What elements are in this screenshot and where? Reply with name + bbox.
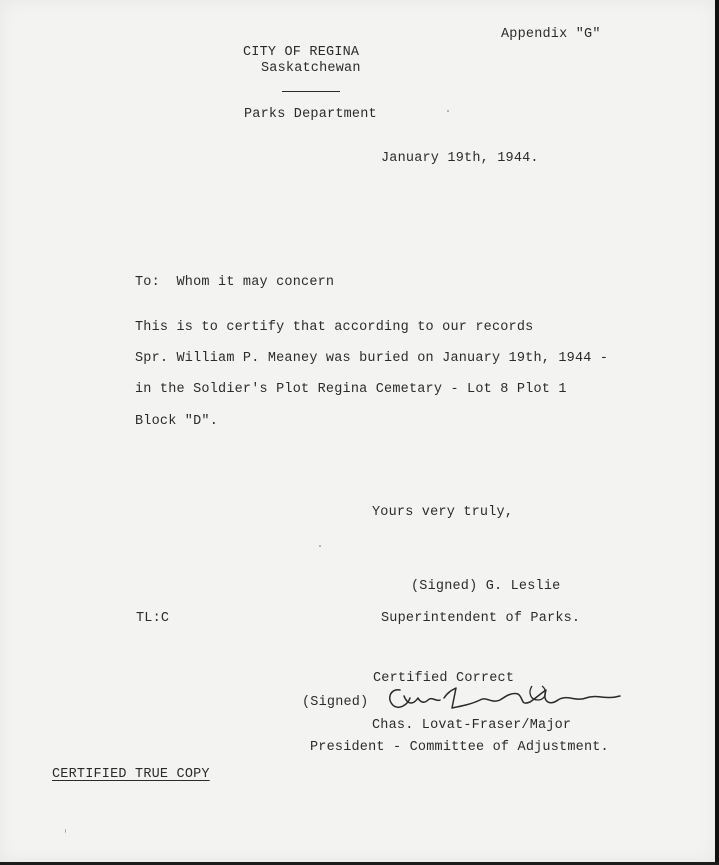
letter-date: January 19th, 1944. xyxy=(381,151,539,166)
body-line-2: Spr. William P. Meaney was buried on January 19th, 1944 - xyxy=(135,351,609,366)
paper-speck xyxy=(447,110,449,112)
letterhead-divider xyxy=(282,91,340,92)
body-line-1: This is to certify that according to our records xyxy=(135,320,534,335)
certification-name: Chas. Lovat-Fraser/Major xyxy=(372,718,572,733)
certified-true-copy-stamp: CERTIFIED TRUE COPY xyxy=(52,767,210,782)
letterhead-city: CITY OF REGINA xyxy=(243,45,360,60)
paper-speck xyxy=(319,545,321,547)
appendix-label: Appendix "G" xyxy=(501,27,601,42)
certification-heading: Certified Correct xyxy=(373,671,515,686)
paper-speck xyxy=(65,829,66,833)
handwritten-signature xyxy=(382,678,627,718)
salutation: To: Whom it may concern xyxy=(135,275,335,290)
certification-title: President - Committee of Adjustment. xyxy=(310,740,609,755)
letterhead-province: Saskatchewan xyxy=(261,61,361,76)
typist-initials: TL:C xyxy=(136,611,170,626)
letterhead-department: Parks Department xyxy=(244,107,377,122)
closing: Yours very truly, xyxy=(372,505,514,520)
body-line-3: in the Soldier's Plot Regina Cemetary - Lot 8 Plot 1 xyxy=(135,382,567,397)
body-line-4: Block "D". xyxy=(135,414,219,429)
scan-edge-right xyxy=(715,0,719,865)
signature-1-title: Superintendent of Parks. xyxy=(381,611,581,626)
signature-1-signed: (Signed) G. Leslie xyxy=(411,579,561,594)
certification-signed-label: (Signed) xyxy=(302,695,369,710)
